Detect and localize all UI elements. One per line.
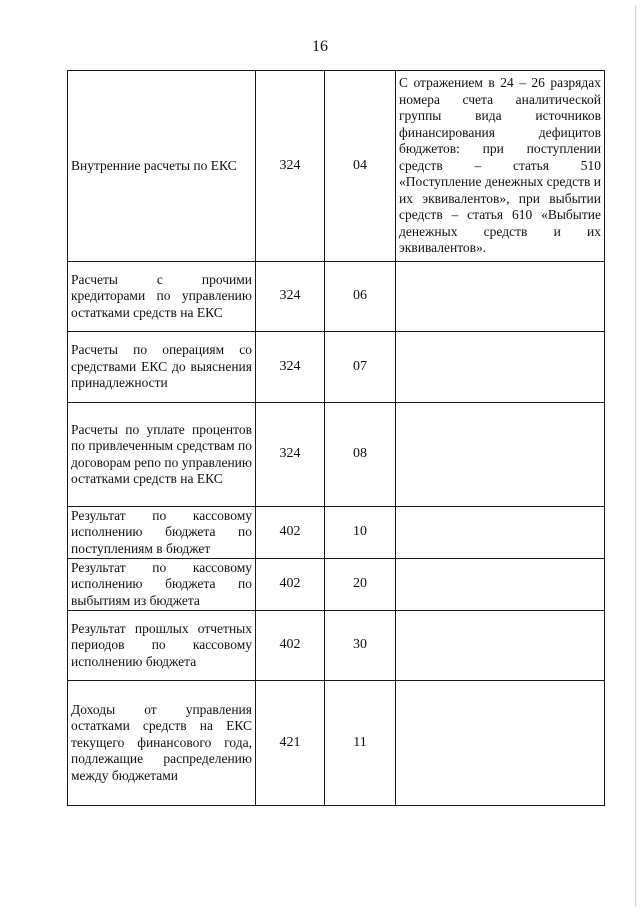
- row-name: Расчеты по операциям со средствами ЕКС до выяснения принадлежности: [71, 342, 252, 391]
- table-row: [68, 332, 605, 403]
- table-row: [68, 681, 605, 806]
- account-number-cell: [256, 681, 325, 806]
- table-row: [68, 507, 605, 559]
- analytic-code-cell: [325, 403, 396, 507]
- account-number: 402: [279, 524, 301, 540]
- note-cell: [396, 559, 605, 611]
- page-number: 16: [312, 38, 328, 55]
- note-cell: [396, 71, 605, 262]
- analytic-code-cell: [325, 559, 396, 611]
- row-name-cell: [68, 559, 256, 611]
- analytic-code-cell: [325, 611, 396, 681]
- note-cell: [396, 507, 605, 559]
- account-number: 402: [279, 637, 301, 653]
- row-name: Расчеты с прочими кредиторами по управлению остатками средств на ЕКС: [71, 271, 252, 320]
- account-number: 324: [279, 288, 301, 304]
- row-name: Результат по кассовому исполнению бюджета по выбытиям из бюджета: [71, 559, 252, 608]
- analytic-code-cell: [325, 332, 396, 403]
- analytic-code: 04: [353, 157, 367, 173]
- account-number: 402: [279, 576, 301, 592]
- account-number-cell: [256, 71, 325, 262]
- account-number-cell: [256, 507, 325, 559]
- account-number-cell: [256, 403, 325, 507]
- accounts-table: [67, 70, 605, 806]
- analytic-code: 20: [353, 576, 367, 592]
- account-number: 324: [279, 157, 301, 173]
- row-note: С отражением в 24 – 26 разрядах номера счета аналитической группы вида источников финансирования дефицитов бюджетов: при поступлении средств – статья 510 «Поступление денежных средств и их эквивалентов», при выбытии средств – статья 610 «Выбытие денежных средств и их эквивалентов».: [399, 75, 601, 256]
- row-name: Результат прошлых отчетных периодов по кассовому исполнению бюджета: [71, 620, 252, 669]
- table-row: [68, 611, 605, 681]
- row-name: Внутренние расчеты по ЕКС: [71, 157, 237, 173]
- row-name-cell: [68, 507, 256, 559]
- account-number-cell: [256, 262, 325, 332]
- table-row: [68, 262, 605, 332]
- analytic-code: 08: [353, 446, 367, 462]
- analytic-code: 30: [353, 637, 367, 653]
- analytic-code-cell: [325, 507, 396, 559]
- row-name-cell: [68, 332, 256, 403]
- account-number: 324: [279, 358, 301, 374]
- analytic-code: 10: [353, 524, 367, 540]
- analytic-code: 11: [353, 734, 367, 750]
- row-name-cell: [68, 262, 256, 332]
- table-row: [68, 71, 605, 262]
- analytic-code: 06: [353, 288, 367, 304]
- table-row: [68, 559, 605, 611]
- account-number: 324: [279, 446, 301, 462]
- analytic-code-cell: [325, 681, 396, 806]
- note-cell: [396, 332, 605, 403]
- account-number-cell: [256, 559, 325, 611]
- row-name-cell: [68, 681, 256, 806]
- page-edge-line: [635, 6, 636, 906]
- note-cell: [396, 262, 605, 332]
- table-row: [68, 403, 605, 507]
- note-cell: [396, 611, 605, 681]
- analytic-code-cell: [325, 262, 396, 332]
- account-number: 421: [279, 734, 301, 750]
- note-cell: [396, 403, 605, 507]
- row-name: Доходы от управления остатками средств на ЕКС текущего финансового года, подлежащие распределению между бюджетами: [71, 701, 252, 783]
- row-name-cell: [68, 611, 256, 681]
- account-number-cell: [256, 611, 325, 681]
- analytic-code-cell: [325, 71, 396, 262]
- row-name: Расчеты по уплате процентов по привлеченным средствам по договорам репо по управлению остатками средств на ЕКС: [71, 421, 252, 486]
- row-name: Результат по кассовому исполнению бюджета по поступлениям в бюджет: [71, 507, 252, 556]
- note-cell: [396, 681, 605, 806]
- row-name-cell: [68, 403, 256, 507]
- row-name-cell: [68, 71, 256, 262]
- analytic-code: 07: [353, 358, 367, 374]
- account-number-cell: [256, 332, 325, 403]
